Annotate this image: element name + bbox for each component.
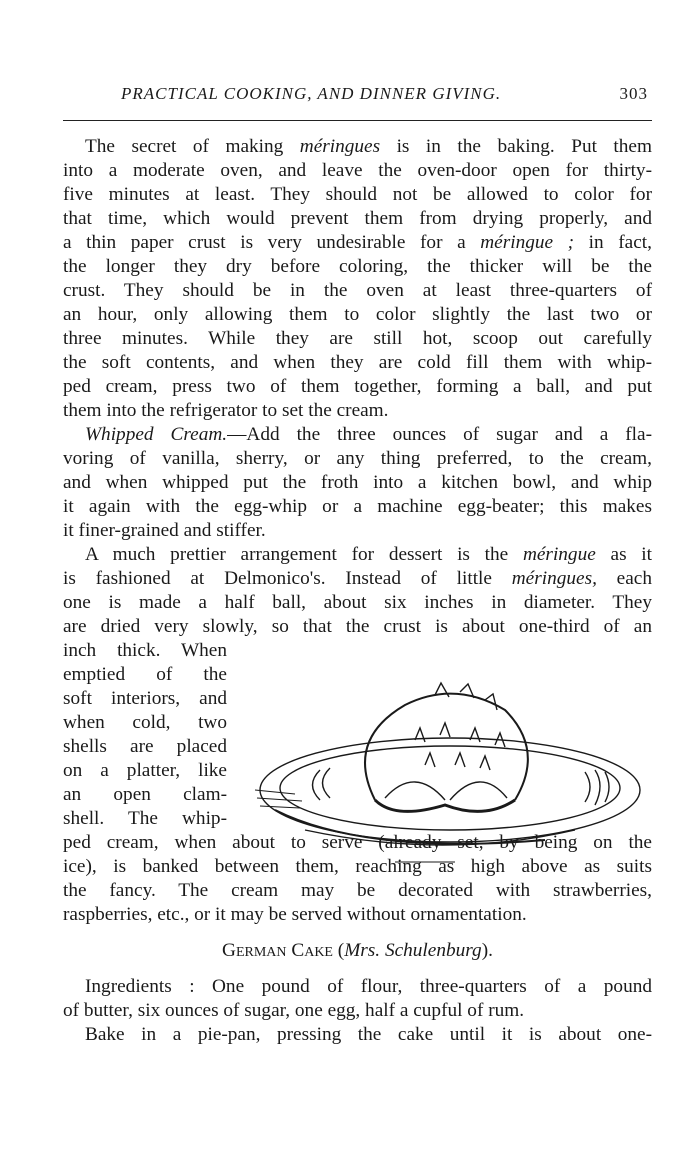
text-segment: of butter, six ounces of sugar, one egg, half a cupful of rum.	[63, 1000, 525, 1021]
meringue-illustration	[245, 680, 665, 880]
text-line	[63, 783, 227, 807]
text-segment: as it	[595, 544, 653, 565]
text-segment: méringue ;	[480, 232, 575, 253]
text-segment: ).	[481, 940, 493, 961]
text-segment: (	[332, 940, 345, 961]
text-segment: raspberries, etc., or it may be served without ornamentation.	[63, 904, 527, 925]
text-line	[63, 447, 652, 471]
text-segment: voring of vanilla, sherry, or any thing preferred, to the cream,	[63, 448, 652, 469]
text-line	[63, 1023, 652, 1047]
text-segment: The secret of making	[85, 136, 300, 157]
text-line	[63, 903, 652, 927]
text-line	[63, 735, 227, 759]
text-segment: three minutes. While they are still hot, scoop out carefully	[63, 328, 652, 349]
text-line	[63, 375, 652, 399]
text-segment: ice), is banked between them, reaching as high above as suits	[63, 856, 652, 877]
text-segment: méringues	[299, 136, 381, 157]
text-segment: méringues,	[511, 568, 597, 589]
text-line	[63, 255, 652, 279]
text-segment: one is made a half ball, about six inches in diameter. They	[63, 592, 652, 613]
section-heading	[63, 939, 652, 963]
text-line	[63, 159, 652, 183]
text-line	[63, 639, 227, 663]
text-segment: A much prettier arrangement for dessert is the	[85, 544, 523, 565]
text-line	[63, 183, 652, 207]
text-segment: Whipped Cream.	[85, 424, 228, 445]
text-line	[63, 879, 652, 903]
text-line	[63, 279, 652, 303]
text-segment: an hour, only allowing them to color slightly the last two or	[63, 304, 652, 325]
text-line	[63, 567, 652, 591]
text-line	[63, 495, 652, 519]
text-line	[63, 711, 227, 735]
text-line	[63, 471, 652, 495]
text-line	[63, 963, 652, 975]
text-segment: an open clam-	[63, 784, 227, 805]
text-segment: the longer they dry before coloring, the thicker will be the	[63, 256, 652, 277]
text-segment: shell. The whip-	[63, 808, 227, 829]
text-segment: crust. They should be in the oven at least three-quarters of	[63, 280, 652, 301]
text-line	[63, 663, 227, 687]
text-line	[63, 543, 652, 567]
text-line	[63, 303, 652, 327]
text-line	[63, 759, 227, 783]
text-segment: ped cream, press two of them together, forming a ball, and put	[63, 376, 652, 397]
running-header	[63, 82, 652, 108]
text-segment: it again with the egg-whip or a machine egg-beater; this makes	[63, 496, 652, 517]
text-line	[63, 687, 227, 711]
text-line	[63, 975, 652, 999]
text-segment: five minutes at least. They should not be allowed to color for	[63, 184, 652, 205]
text-line	[63, 135, 652, 159]
text-segment: it finer-grained and stiffer.	[63, 520, 266, 541]
text-segment: —Add the three ounces of sugar and a fla-	[227, 424, 652, 445]
text-line	[63, 807, 227, 831]
text-segment: on a platter, like	[63, 760, 227, 781]
text-line	[63, 423, 652, 447]
text-segment: soft interiors, and	[63, 688, 227, 709]
text-line	[63, 591, 652, 615]
text-segment: in fact,	[574, 232, 652, 253]
page-number: 303	[619, 84, 648, 103]
text-segment: are dried very slowly, so that the crust is about one-third of an	[63, 616, 652, 637]
text-line	[63, 231, 652, 255]
text-segment: inch thick. When	[63, 640, 227, 661]
text-segment: them into the refrigerator to set the cream.	[63, 400, 389, 421]
text-line	[63, 615, 652, 639]
text-segment: when cold, two	[63, 712, 227, 733]
text-segment: Mrs. Schulenburg	[344, 940, 482, 961]
text-line	[63, 519, 652, 543]
text-segment: méringue	[522, 544, 596, 565]
text-segment: that time, which would prevent them from drying properly, and	[63, 208, 652, 229]
text-segment: Ingredients : One pound of flour, three-quarters of a pound	[85, 976, 652, 997]
text-segment: Bake in a pie-pan, pressing the cake until it is about one-	[85, 1024, 652, 1045]
text-line	[63, 927, 652, 939]
text-line	[63, 999, 652, 1023]
text-segment: into a moderate oven, and leave the oven-door open for thirty-	[63, 160, 652, 181]
text-segment: shells are placed	[63, 736, 227, 757]
text-segment: the fancy. The cream may be decorated with strawberries,	[63, 880, 652, 901]
text-line	[63, 399, 652, 423]
header-rule	[63, 120, 652, 121]
text-segment: a thin paper crust is very undesirable for a	[63, 232, 481, 253]
text-line	[63, 351, 652, 375]
text-segment: each	[596, 568, 652, 589]
body-text	[63, 135, 652, 1047]
text-segment: the soft contents, and when they are cold fill them with whip-	[63, 352, 652, 373]
text-segment: is fashioned at Delmonico's. Instead of little	[63, 568, 512, 589]
text-segment: and when whipped put the froth into a kitchen bowl, and whip	[63, 472, 652, 493]
text-line	[63, 207, 652, 231]
text-segment: ped cream, when about to serve (already set, by being on the	[63, 832, 652, 853]
text-segment: is in the baking. Put them	[380, 136, 652, 157]
running-title: PRACTICAL COOKING, AND DINNER GIVING.	[121, 84, 502, 103]
text-line	[63, 327, 652, 351]
text-segment: German Cake	[222, 940, 333, 961]
text-segment: emptied of the	[63, 664, 227, 685]
